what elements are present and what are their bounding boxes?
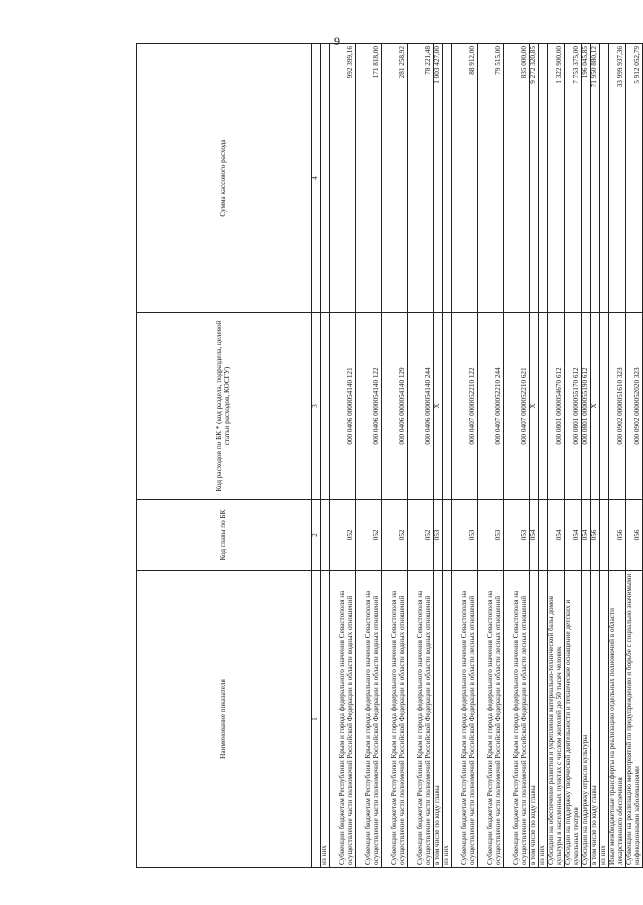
column-number: 2: [312, 500, 321, 571]
row-sum: 1 003 427,00: [433, 44, 442, 313]
table-row: [547, 44, 564, 868]
row-bk: 000 0406 0000054140 121: [329, 313, 355, 500]
header-sum: Сумма кассового расхода: [137, 44, 312, 313]
table-row: [503, 44, 529, 868]
row-code: 054: [529, 500, 538, 571]
row-code: 053: [433, 500, 442, 571]
row-code: [320, 500, 329, 571]
row-sum: [538, 44, 547, 313]
row-sum: 7 753 375,00: [564, 44, 581, 313]
table-row: [355, 44, 381, 868]
row-bk: X: [529, 313, 538, 500]
row-code: 054: [564, 500, 581, 571]
table-row: [477, 44, 503, 868]
row-sum: 281 258,92: [381, 44, 407, 313]
row-name: из них: [599, 571, 608, 868]
expenditure-table: [136, 43, 643, 868]
row-bk: 000 0407 0000052210 621: [503, 313, 529, 500]
column-number: 1: [312, 571, 321, 868]
row-name: Субвенции на реализацию мероприятий по предупреждению и борьбе с социально значимыми инфекционными заболеваниями: [625, 571, 642, 868]
row-name: Субсидии на поддержку творческой деятельности и техническое оснащение детских и кукольных театров: [564, 571, 581, 868]
row-bk: 000 0406 0000054140 244: [407, 313, 433, 500]
row-name: Иные межбюджетные трансферты на реализацию отдельных полномочий в области лекарственного обеспечения: [608, 571, 625, 868]
header-code: Код главы по БК: [137, 500, 312, 571]
row-code: 054: [547, 500, 564, 571]
row-code: 052: [355, 500, 381, 571]
column-number: 3: [312, 313, 321, 500]
table-row: [529, 44, 538, 868]
row-name: Субвенции бюджетам Республики Крым и города федерального значения Севастополя на осуществление части полномочий Российской Федерации в области водных отношений: [381, 571, 407, 868]
row-name: из них: [538, 571, 547, 868]
row-code: 052: [329, 500, 355, 571]
row-bk: 000 0801 0000054670 612: [547, 313, 564, 500]
row-name: Субвенции бюджетам Республики Крым и города федерального значения Севастополя на осуществление части полномочий Российской Федерации в области лесных отношений: [503, 571, 529, 868]
table-row: [538, 44, 547, 868]
table-row: [433, 44, 442, 868]
row-bk: 000 0902 0000052020 323: [625, 313, 642, 500]
row-bk: 000 0801 0000055170 612: [564, 313, 581, 500]
table-row: [381, 44, 407, 868]
row-code: 052: [407, 500, 433, 571]
row-bk: 000 0902 0000051610 323: [608, 313, 625, 500]
row-code: 054: [581, 500, 590, 571]
row-bk: 000 0406 0000054140 122: [355, 313, 381, 500]
column-number-row: [312, 44, 321, 868]
header-bk: Код расходов по БК * (код раздела, подраздела, целевой статьи расходов, КОСГУ): [137, 313, 312, 500]
row-name: Субсидии на обеспечение развития и укрепления материально-технической базы домов культуры в населенных пунктах с числом жителей до 50 тысяч человек: [547, 571, 564, 868]
column-number: 4: [312, 44, 321, 313]
row-code: 053: [503, 500, 529, 571]
table-row: [329, 44, 355, 868]
row-bk: [320, 313, 329, 500]
row-bk: X: [433, 313, 442, 500]
row-name: Субвенции бюджетам Республики Крым и города федерального значения Севастополя на осуществление части полномочий Российской Федерации в области водных отношений: [329, 571, 355, 868]
row-bk: [599, 313, 608, 500]
row-sum: 79 515,00: [477, 44, 503, 313]
row-sum: 5 912 052,79: [625, 44, 642, 313]
row-code: [599, 500, 608, 571]
row-bk: X: [590, 313, 599, 500]
page-number: 9: [334, 34, 340, 48]
row-name: Субвенции бюджетам Республики Крым и города федерального значения Севастополя на осуществление части полномочий Российской Федерации в области водных отношений: [355, 571, 381, 868]
row-sum: 88 912,00: [451, 44, 477, 313]
row-sum: 33 999 937,36: [608, 44, 625, 313]
table-row: [320, 44, 329, 868]
row-name: из них: [320, 571, 329, 868]
row-code: [442, 500, 451, 571]
row-code: 053: [451, 500, 477, 571]
row-code: 056: [590, 500, 599, 571]
row-sum: 78 221,48: [407, 44, 433, 313]
table-row: [590, 44, 599, 868]
row-sum: 71 950 880,12: [590, 44, 599, 313]
row-name: в том числе по коду главы: [529, 571, 538, 868]
table-row: [407, 44, 433, 868]
table-row: [442, 44, 451, 868]
row-sum: 1 322 900,00: [547, 44, 564, 313]
row-code: [538, 500, 547, 571]
row-bk: 000 0406 0000054140 129: [381, 313, 407, 500]
table-row: [625, 44, 642, 868]
row-sum: [320, 44, 329, 313]
row-name: Субвенции бюджетам Республики Крым и города федерального значения Севастополя на осуществление части полномочий Российской Федерации в области лесных отношений: [451, 571, 477, 868]
row-name: в том числе по коду главы: [433, 571, 442, 868]
row-name: Субсидии на поддержку отрасли культуры: [581, 571, 590, 868]
row-code: 053: [477, 500, 503, 571]
row-sum: 992 399,16: [329, 44, 355, 313]
table-row: [564, 44, 581, 868]
row-name: из них: [442, 571, 451, 868]
row-name: Субвенции бюджетам Республики Крым и города федерального значения Севастополя на осуществление части полномочий Российской Федерации в области лесных отношений: [477, 571, 503, 868]
row-sum: 9 272 320,85: [529, 44, 538, 313]
table-row: [581, 44, 590, 868]
row-sum: 196 045,85: [581, 44, 590, 313]
row-sum: 835 000,00: [503, 44, 529, 313]
row-sum: [442, 44, 451, 313]
table-row: [599, 44, 608, 868]
row-bk: 000 0801 0000055190 612: [581, 313, 590, 500]
row-code: 056: [625, 500, 642, 571]
row-name: Субвенции бюджетам Республики Крым и города федерального значения Севастополя на осуществление части полномочий Российской Федерации в области водных отношений: [407, 571, 433, 868]
row-bk: 000 0407 0000052210 122: [451, 313, 477, 500]
table-header-row: [137, 44, 312, 868]
row-bk: [442, 313, 451, 500]
row-bk: 000 0407 0000052210 244: [477, 313, 503, 500]
rotated-table-container: [136, 46, 641, 868]
row-sum: [599, 44, 608, 313]
row-sum: 171 818,00: [355, 44, 381, 313]
row-bk: [538, 313, 547, 500]
row-code: 052: [381, 500, 407, 571]
header-name: Наименование показателя: [137, 571, 312, 868]
row-name: в том числе по коду главы: [590, 571, 599, 868]
table-row: [608, 44, 625, 868]
table-row: [451, 44, 477, 868]
row-code: 056: [608, 500, 625, 571]
